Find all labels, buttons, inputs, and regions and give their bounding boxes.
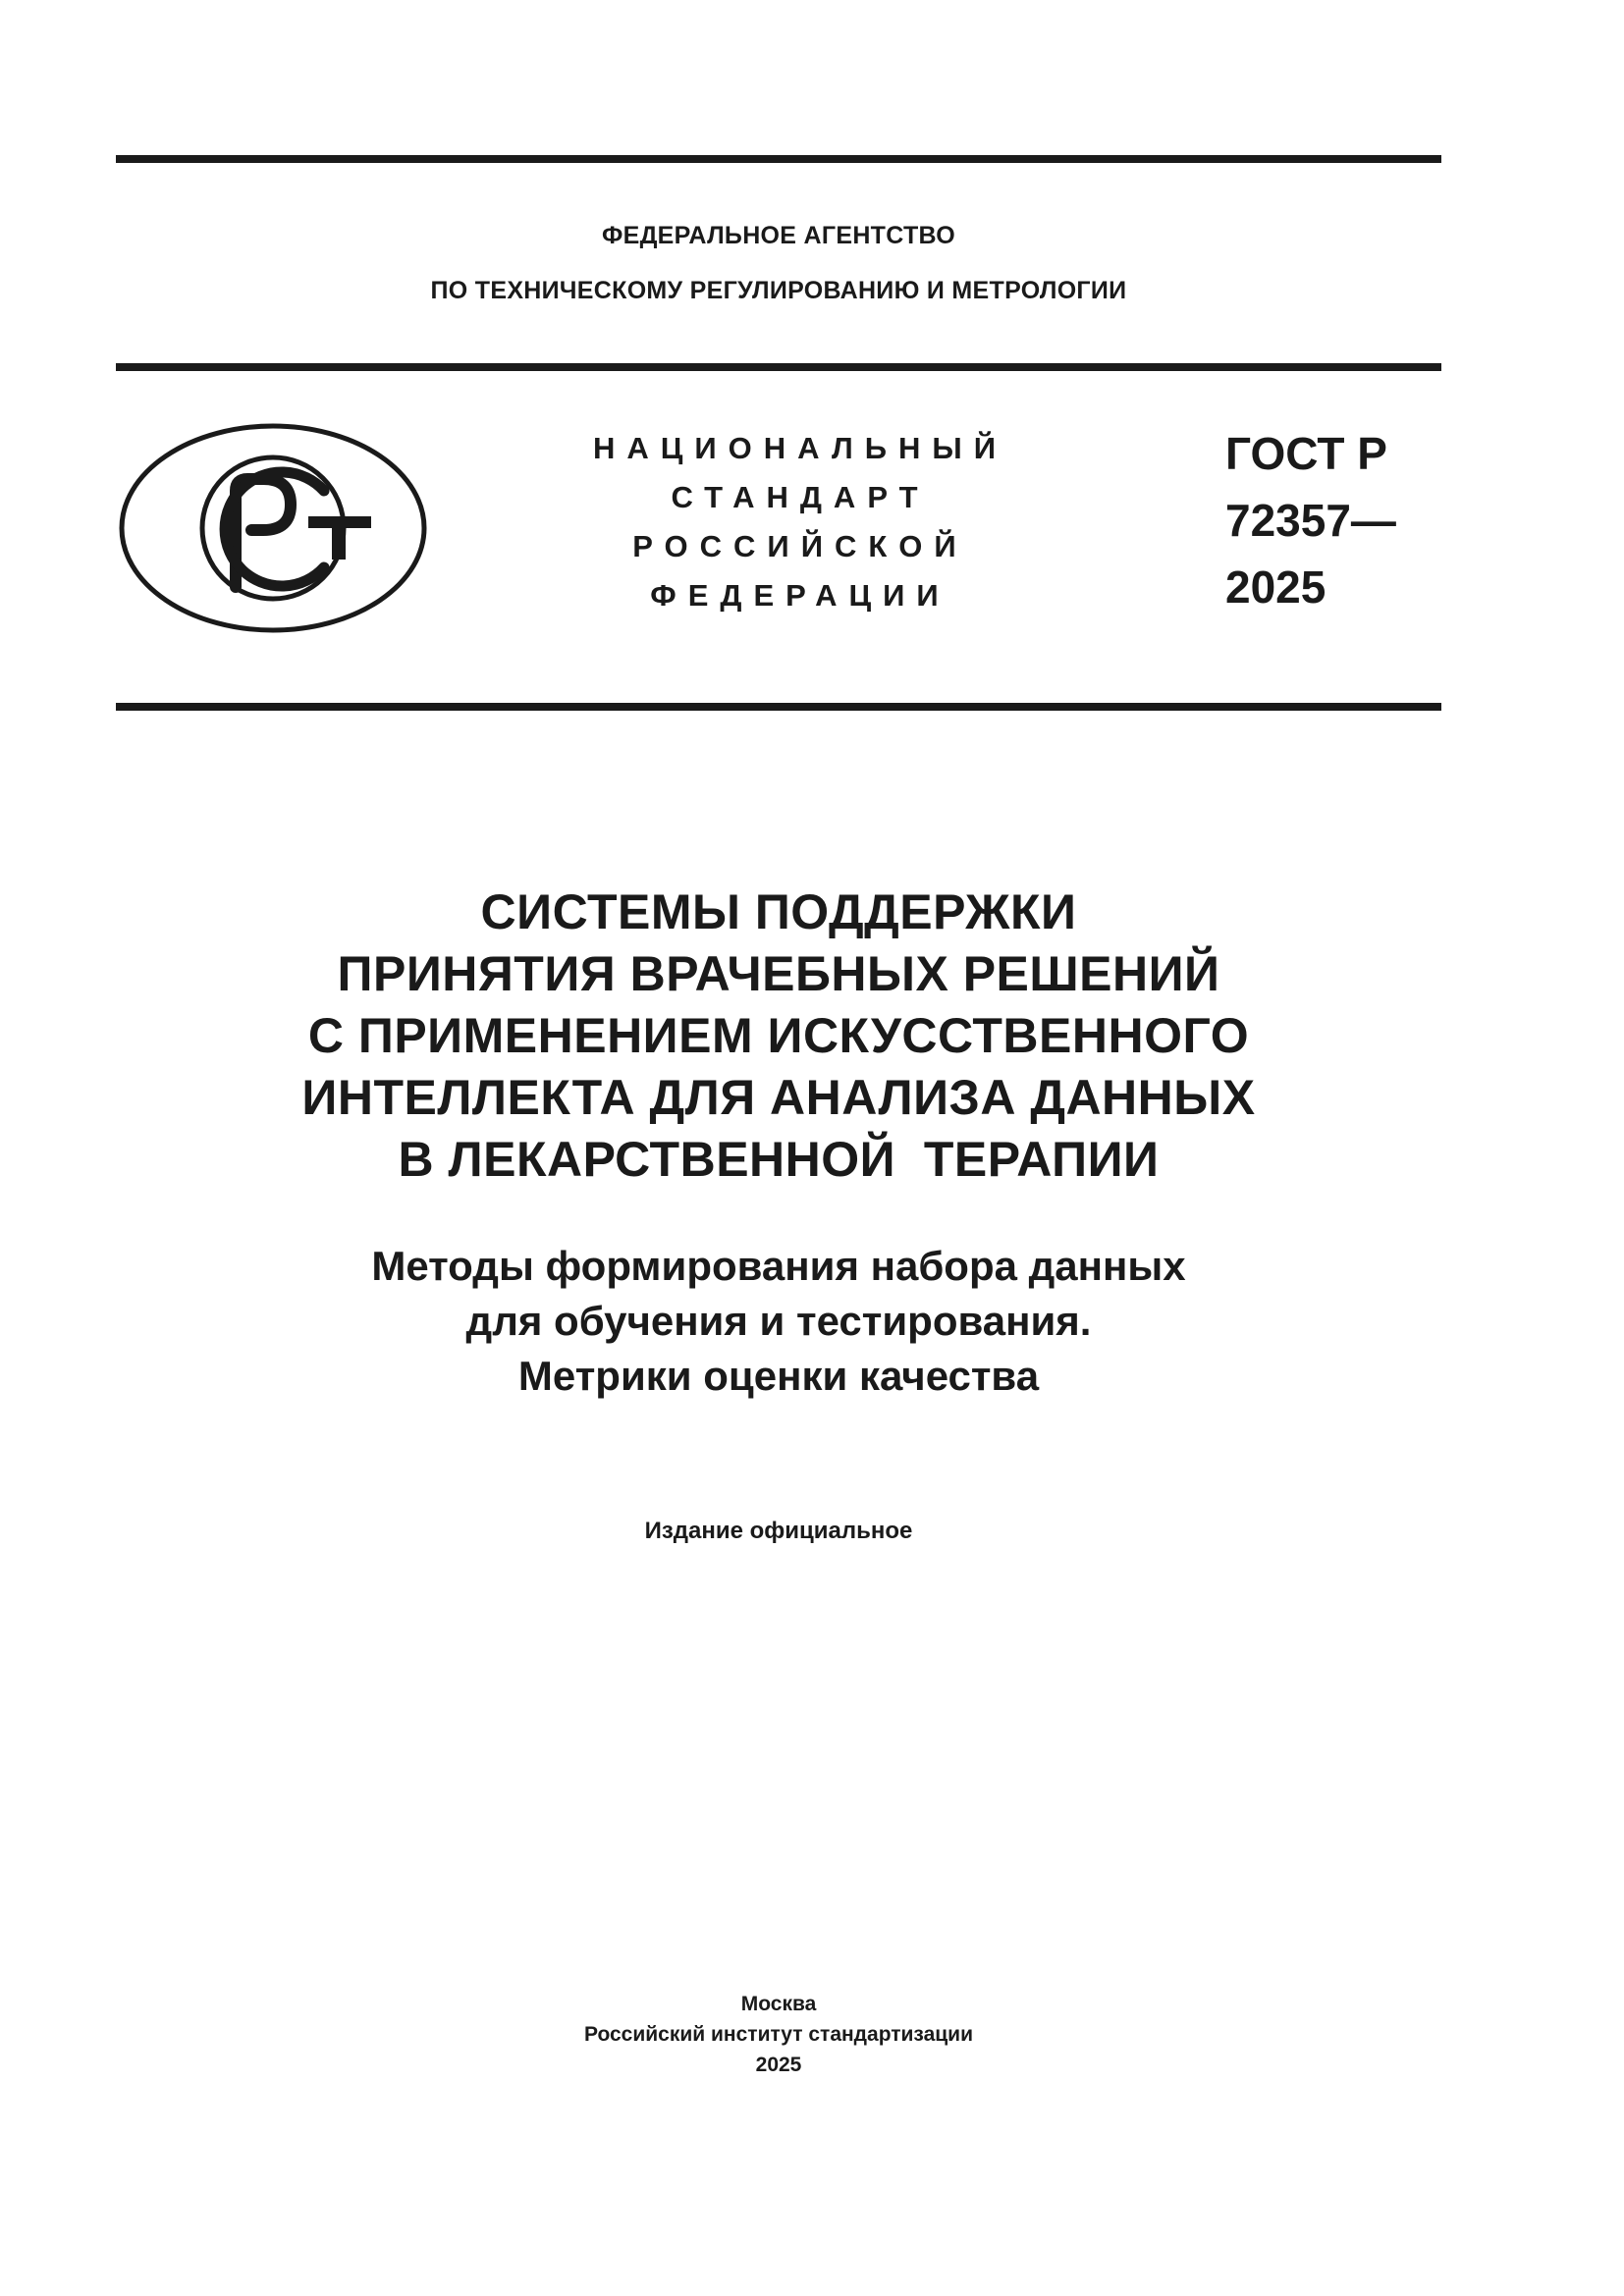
national-line: ФЕДЕРАЦИИ [650,578,950,613]
subtitle-line: Метрики оценки качества [517,1353,1040,1399]
subtitle-line: для обучения и тестирования. [465,1298,1092,1344]
imprint-publisher: Российский институт стандартизации [583,2023,974,2046]
standard-code [1225,420,1396,620]
national-line: СТАНДАРТ [671,480,930,514]
rst-certification-mark-icon [116,420,430,636]
agency-name-line-2: ПО ТЕХНИЧЕСКОМУ РЕГУЛИРОВАНИЮ И МЕТРОЛОГИИ [430,277,1127,304]
title-line: С ПРИМЕНЕНИЕМ ИСКУССТВЕННОГО [307,1008,1250,1063]
imprint-year: 2025 [755,2054,802,2076]
title-line: В ЛЕКАРСТВЕННОЙ ТЕРАПИИ [398,1132,1160,1187]
agency-name-line-1: ФЕДЕРАЛЬНОЕ АГЕНТСТВО [601,222,956,249]
document-title [116,881,1441,1191]
imprint-city: Москва [740,1993,817,2015]
section-rule [116,703,1441,711]
standard-code-line: 2025 [1225,561,1326,613]
national-line: РОССИЙСКОЙ [632,529,968,563]
edition-label: Издание официальное [644,1518,913,1544]
header-rule [116,363,1441,371]
standard-code-line: ГОСТ Р [1225,428,1387,479]
document-subtitle [116,1239,1441,1404]
national-standard-label [579,424,1021,620]
standard-code-line: 72357— [1225,495,1396,546]
subtitle-line: Методы формирования набора данных [371,1243,1186,1289]
imprint [116,1989,1441,2080]
national-line: НАЦИОНАЛЬНЫЙ [592,431,1008,465]
top-rule [116,155,1441,163]
title-line: ПРИНЯТИЯ ВРАЧЕБНЫХ РЕШЕНИЙ [337,946,1220,1001]
title-line: ИНТЕЛЛЕКТА ДЛЯ АНАЛИЗА ДАННЫХ [301,1070,1256,1125]
title-line: СИСТЕМЫ ПОДДЕРЖКИ [480,884,1077,939]
